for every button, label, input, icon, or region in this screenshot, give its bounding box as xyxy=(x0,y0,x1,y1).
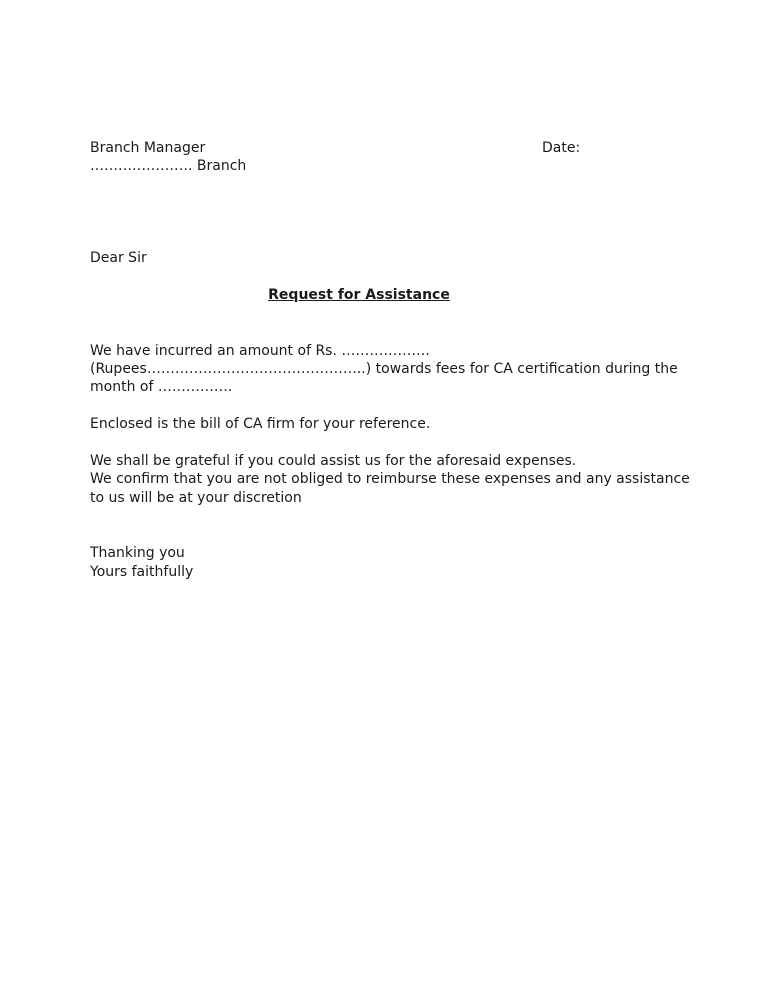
paragraph1-line1: We have incurred an amount of Rs. ………………. xyxy=(90,343,430,359)
branch-line: …………………. Branch xyxy=(90,158,247,174)
paragraph1-line2: (Rupees………………………………………..) towards fees for CA certification during the xyxy=(90,361,678,377)
paragraph3-line2: We confirm that you are not obliged to reimburse these expenses and any assistance xyxy=(90,471,690,487)
closing-thanks: Thanking you xyxy=(90,545,185,561)
salutation: Dear Sir xyxy=(90,250,147,266)
addressee: Branch Manager xyxy=(90,140,206,156)
paragraph3-line1: We shall be grateful if you could assist us for the aforesaid expenses. xyxy=(90,453,577,469)
date-label: Date: xyxy=(542,140,581,156)
paragraph2: Enclosed is the bill of CA firm for your reference. xyxy=(90,416,431,432)
subject-heading: Request for Assistance xyxy=(268,287,450,303)
paragraph3-line3: to us will be at your discretion xyxy=(90,490,302,506)
closing-signoff: Yours faithfully xyxy=(90,564,194,580)
paragraph1-line3: month of ……………. xyxy=(90,379,233,395)
